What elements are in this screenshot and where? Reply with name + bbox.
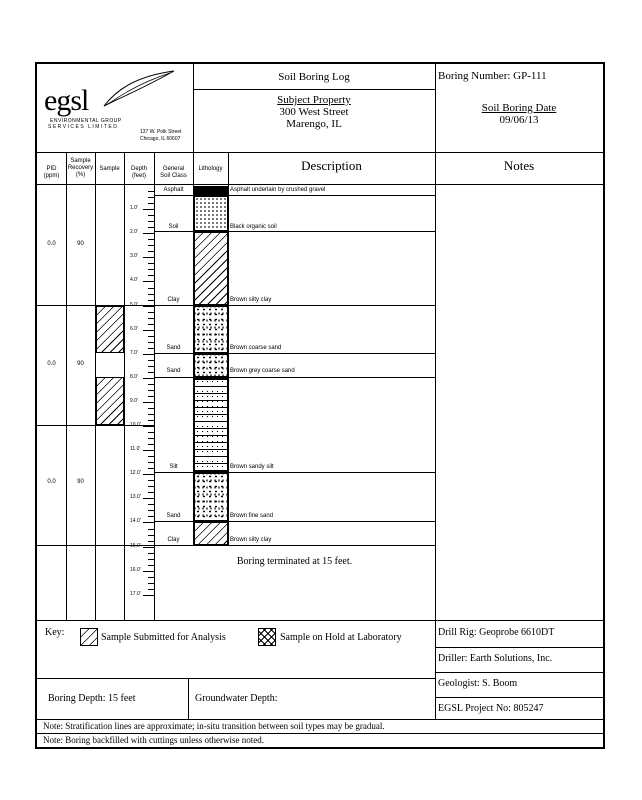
feather-icon [98,68,178,108]
soil-class: Clay [167,297,180,303]
col-header-recovery: Sample [70,158,91,164]
col-header-recovery: Recovery [67,165,94,171]
lithology-silt [194,378,228,472]
grid-line [37,184,603,185]
depth-minor-tick [148,366,154,367]
geologist: Geologist: S. Boom [438,678,518,689]
depth-tick [143,547,154,548]
depth-minor-tick [148,203,154,204]
depth-minor-tick [148,577,154,578]
boring-date-label: Soil Boring Date [481,102,557,114]
logo-name: egsl [44,84,89,117]
key-on-hold-swatch [258,628,276,646]
depth-minor-tick [148,269,154,270]
depth-tick-label: 17.0' [130,591,141,597]
layer-boundary [154,545,435,546]
company-address: 137 W. Polk Street [140,129,182,135]
log-title: Soil Boring Log [278,71,350,83]
project-number: EGSL Project No: 805247 [438,703,544,714]
depth-minor-tick [148,456,154,457]
key-submitted-swatch [80,628,98,646]
depth-minor-tick [148,294,154,295]
depth-tick-label: 3.0' [130,253,138,259]
pid-value: 0.0 [47,479,56,485]
depth-tick-label: 14.0' [130,518,141,524]
depth-tick [143,209,154,210]
lithology-asphalt [194,186,228,195]
depth-minor-tick [148,197,154,198]
lithology-sand [194,306,228,353]
depth-minor-tick [148,486,154,487]
depth-minor-tick [148,342,154,343]
layer-description: Brown fine sand [230,513,274,519]
grid-line [37,620,603,621]
recovery-value: 90 [77,479,84,485]
grid-line [435,672,603,673]
boring-depth: Boring Depth: 15 feet [48,693,136,704]
depth-tick-label: 8.0' [130,374,138,380]
key-label: Key: [45,627,65,638]
col-header-depth: (feet) [131,173,146,179]
depth-tick [143,450,154,451]
grid-line [37,733,603,734]
depth-tick-label: 6.0' [130,326,138,332]
layer-description: Black organic soil [230,224,277,230]
depth-tick [143,281,154,282]
subject-address: 300 West Street [279,106,349,118]
depth-minor-tick [148,492,154,493]
depth-tick [143,330,154,331]
grid-line [188,678,189,719]
soil-class: Silt [169,464,178,470]
depth-tick [143,257,154,258]
col-header-recovery: (%) [75,172,86,178]
recovery-value: 90 [77,241,84,247]
depth-tick-label: 16.0' [130,567,141,573]
depth-minor-tick [148,420,154,421]
col-header-pid-unit: (ppm) [43,173,60,179]
depth-minor-tick [148,535,154,536]
depth-minor-tick [148,432,154,433]
depth-minor-tick [148,408,154,409]
key-on-hold-text: Sample on Hold at Laboratory [280,632,402,643]
depth-minor-tick [148,215,154,216]
lithology-clay [194,232,228,305]
depth-tick-label: 9.0' [130,398,138,404]
lithology-sand [194,354,228,377]
termination-text: Boring terminated at 15 feet. [236,556,353,567]
company-address: Chicago, IL 60607 [140,136,181,142]
depth-tick [143,233,154,234]
pid-value: 0.0 [47,361,56,367]
pid-value: 0.0 [47,241,56,247]
depth-minor-tick [148,396,154,397]
soil-class: Asphalt [163,187,184,193]
depth-minor-tick [148,318,154,319]
depth-tick [143,426,154,427]
soil-class: Sand [166,513,181,519]
depth-minor-tick [148,438,154,439]
note-stratification: Note: Stratification lines are approximate; in-situ transition between soil types may be gradual. [43,721,385,731]
logo-subtitle: SERVICES LIMITED [48,124,119,130]
lithology-sand [194,473,228,521]
depth-tick-label: 10.0' [130,422,141,428]
depth-minor-tick [148,553,154,554]
depth-minor-tick [148,251,154,252]
depth-minor-tick [148,245,154,246]
layer-description: Brown coarse sand [230,345,282,351]
layer-description: Brown grey coarse sand [230,368,295,374]
grid-line [435,647,603,648]
recovery-value: 90 [77,361,84,367]
depth-tick [143,354,154,355]
company-logo [40,66,190,150]
depth-tick [143,402,154,403]
depth-minor-tick [148,444,154,445]
soil-class: Sand [166,345,181,351]
depth-minor-tick [148,221,154,222]
depth-tick-label: 12.0' [130,470,141,476]
depth-tick [143,595,154,596]
col-header-pid: PID [46,166,57,172]
layer-description: Brown silty clay [230,297,272,303]
note-backfill: Note: Boring backfilled with cuttings unless otherwise noted. [43,735,264,745]
layer-description: Asphalt underlain by crushed gravel [230,187,326,193]
depth-minor-tick [148,504,154,505]
depth-tick [143,378,154,379]
col-header-lithology: Lithology [198,166,223,172]
grid-line [193,89,435,90]
layer-description: Brown sandy silt [230,464,274,470]
depth-tick-label: 5.0' [130,302,138,308]
depth-minor-tick [148,263,154,264]
depth-minor-tick [148,288,154,289]
grid-line [37,719,603,720]
soil-class: Clay [167,537,180,543]
depth-tick-label: 7.0' [130,350,138,356]
layer-description: Brown silty clay [230,537,272,543]
grid-line [154,152,155,620]
grid-line [124,152,125,620]
depth-tick [143,498,154,499]
sample-submitted-marker [96,306,124,353]
depth-tick-label: 1.0' [130,205,138,211]
depth-tick-label: 11.0' [130,446,141,452]
depth-minor-tick [148,336,154,337]
col-header-soil-class: General [162,166,185,172]
subject-address: Marengo, IL [286,118,342,130]
grid-line [435,697,603,698]
soil-class: Soil [168,224,179,230]
sample-submitted-marker [96,377,124,425]
depth-minor-tick [148,462,154,463]
depth-minor-tick [148,239,154,240]
depth-tick-label: 15.0' [130,543,141,549]
depth-tick [143,306,154,307]
groundwater-depth: Groundwater Depth: [195,693,278,704]
grid-line [37,678,435,679]
depth-tick-label: 4.0' [130,277,138,283]
depth-tick-label: 2.0' [130,229,138,235]
depth-tick [143,571,154,572]
col-header-soil-class: Soil Class [160,173,187,179]
depth-minor-tick [148,589,154,590]
col-header-description: Description [301,158,362,173]
lithology-soil [194,196,228,231]
depth-minor-tick [148,390,154,391]
depth-minor-tick [148,529,154,530]
depth-minor-tick [148,414,154,415]
boring-number: Boring Number: GP-111 [438,70,547,82]
depth-minor-tick [148,583,154,584]
grid-line [37,152,603,153]
subject-property-label: Subject Property [277,94,351,106]
depth-tick-label: 13.0' [130,494,141,500]
depth-minor-tick [148,312,154,313]
grid-line [66,152,67,620]
depth-minor-tick [148,324,154,325]
depth-minor-tick [148,480,154,481]
grid-line [228,152,229,546]
depth-minor-tick [148,510,154,511]
drill-rig: Drill Rig: Geoprobe 6610DT [438,627,555,638]
col-header-sample: Sample [99,166,120,172]
depth-minor-tick [148,275,154,276]
col-header-notes: Notes [503,158,535,173]
soil-class: Sand [166,368,181,374]
boring-date-value: 09/06/13 [499,114,539,126]
logo-subtitle: ENVIRONMENTAL GROUP [50,118,122,124]
depth-minor-tick [148,360,154,361]
depth-minor-tick [148,384,154,385]
lithology-clay [194,522,228,545]
driller: Driller: Earth Solutions, Inc. [438,653,553,664]
depth-tick [143,522,154,523]
col-header-depth: Depth [130,166,147,172]
key-submitted-text: Sample Submitted for Analysis [101,632,226,643]
depth-tick [143,474,154,475]
